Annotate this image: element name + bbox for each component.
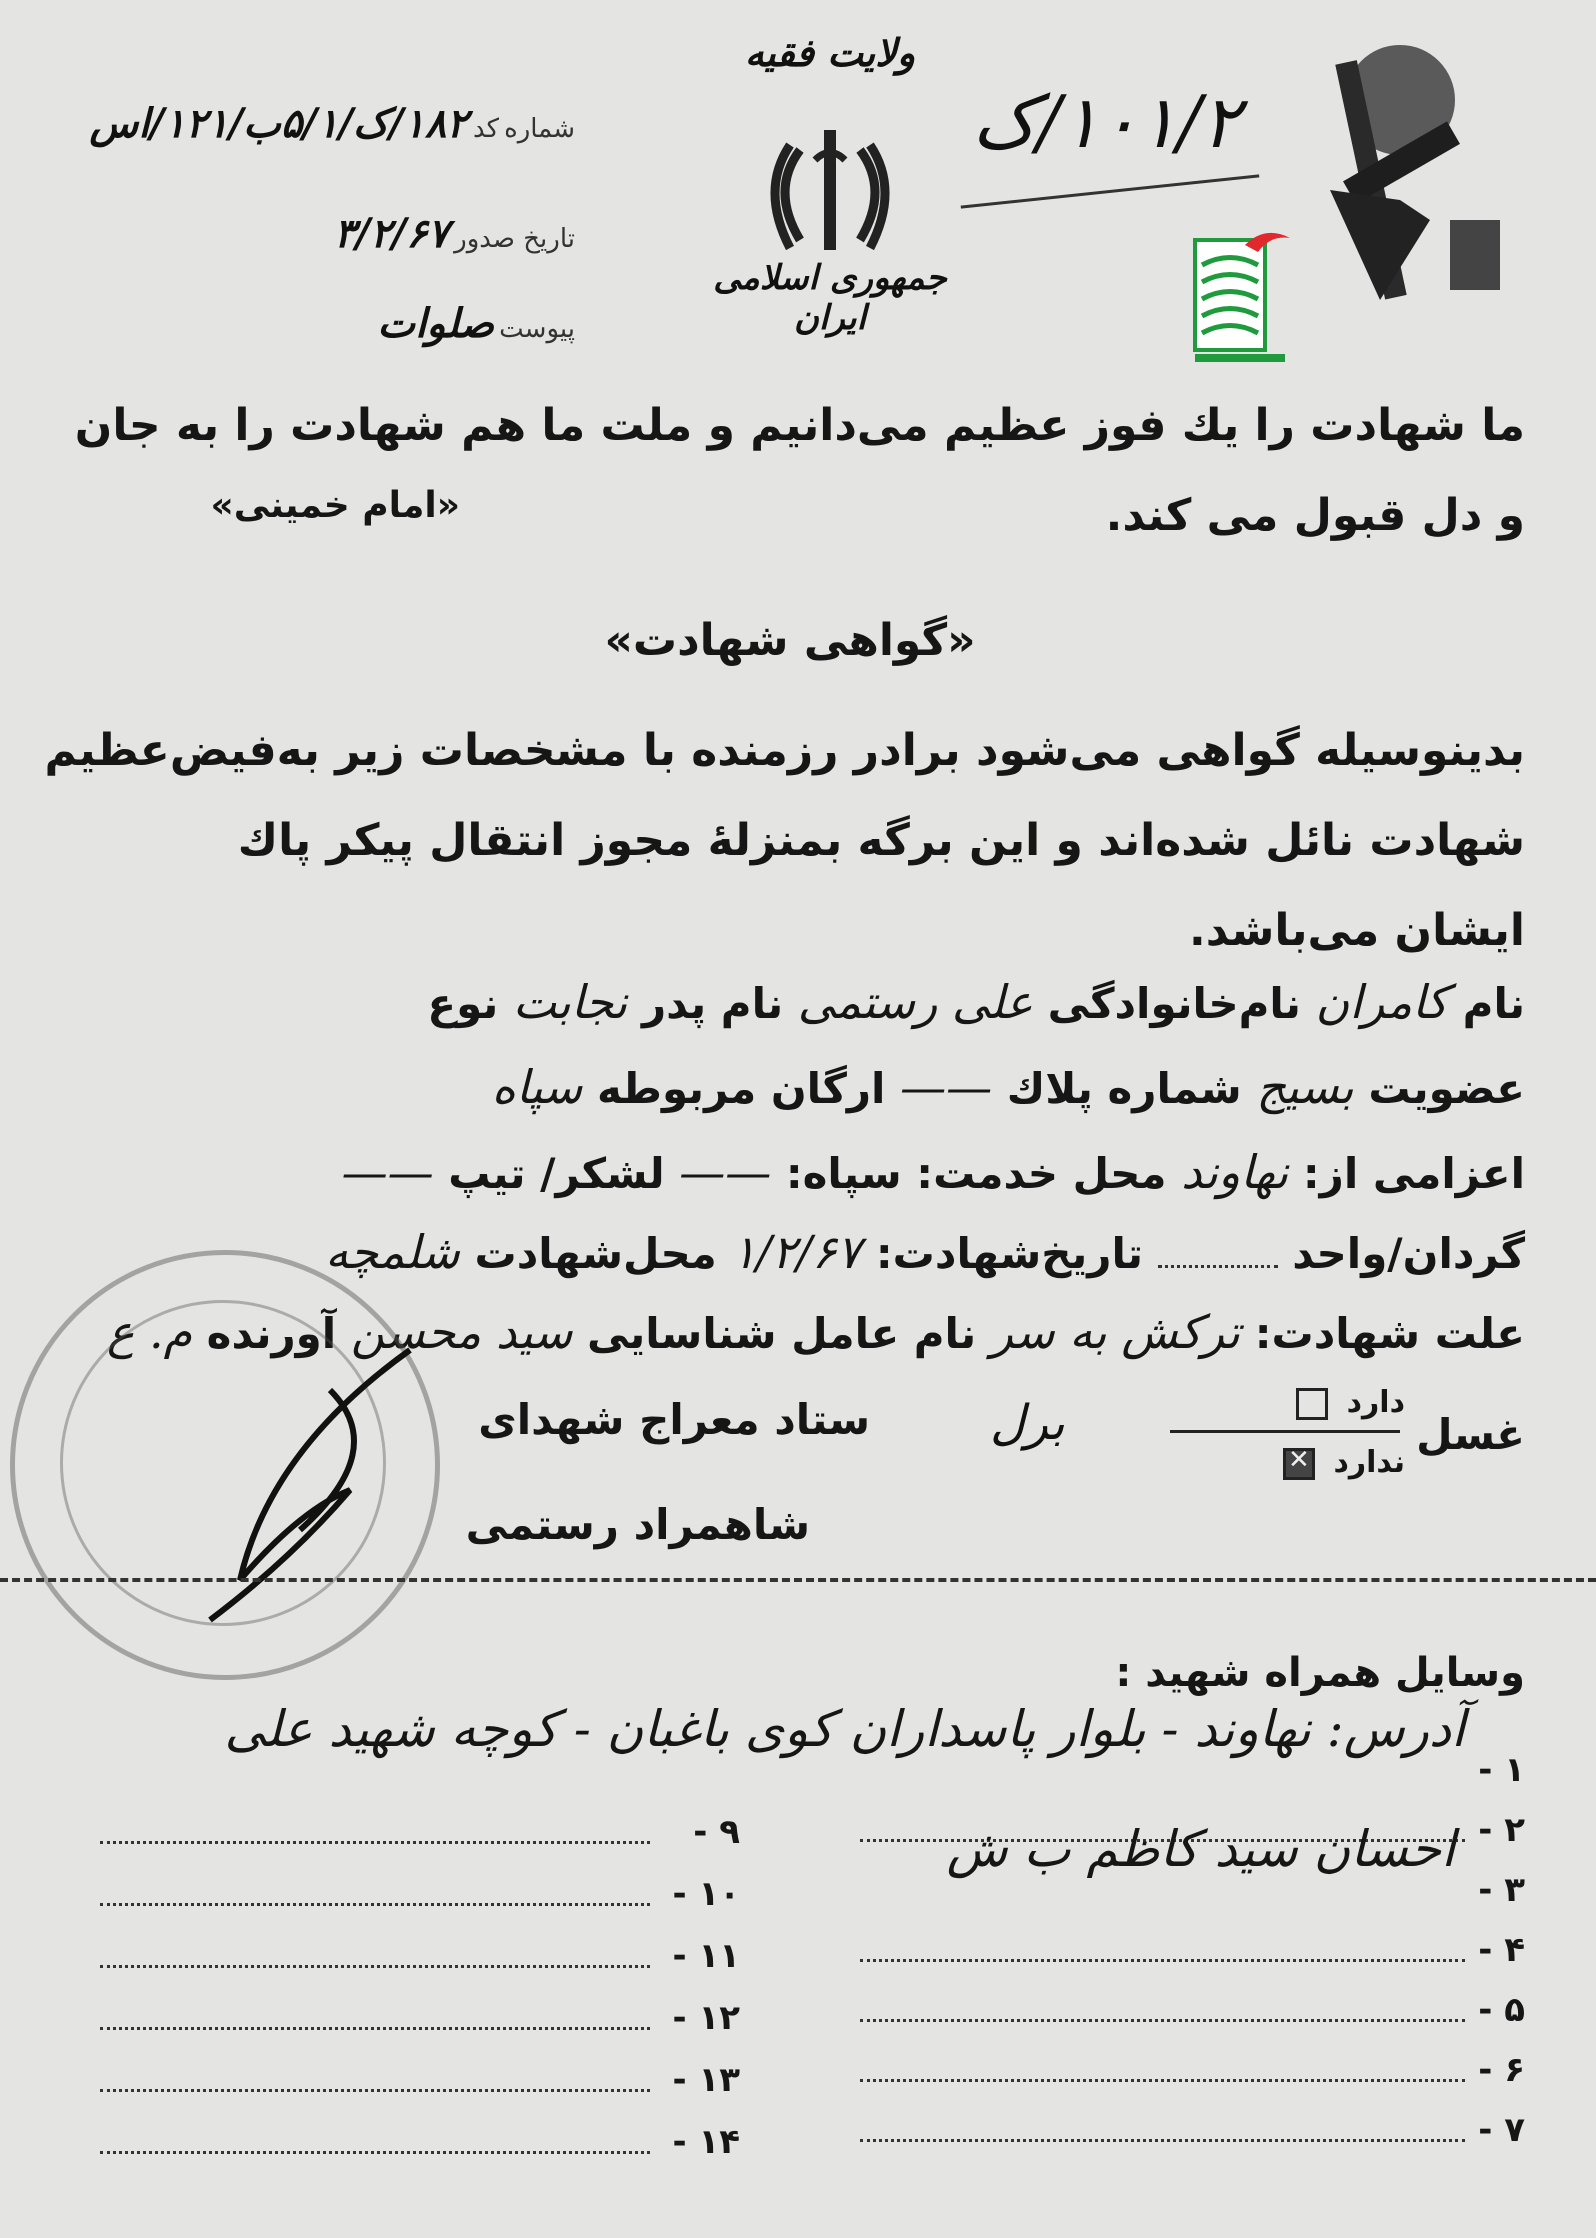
- tear-line: [0, 1578, 1596, 1582]
- father-value: نجابت: [512, 975, 628, 1029]
- intro-line-3: ایشان می‌باشد.: [1189, 905, 1525, 956]
- item-number: ۵ -: [1478, 1990, 1525, 2030]
- item-dotted-line: [100, 1955, 650, 1968]
- item-dotted-line: [860, 2069, 1465, 2082]
- slogan: ولایت فقیه: [744, 30, 916, 75]
- battalion-label: گردان/واحد: [1292, 1229, 1525, 1278]
- item-number: ۱۴ -: [672, 2122, 740, 2162]
- division-label: لشکر/ تیپ: [448, 1149, 665, 1198]
- item-dotted-line: [100, 2017, 650, 2030]
- list-item: [860, 1820, 1525, 1910]
- number-label: شماره: [504, 114, 575, 144]
- irgc-emblem-icon: [1300, 20, 1510, 310]
- family-value: علی رستمی: [797, 975, 1033, 1029]
- items-left-column: [100, 1790, 740, 2162]
- archive-logo-icon: [1190, 220, 1300, 370]
- ghusl-has-row: [1170, 1385, 1405, 1420]
- form-row-dispatch: [140, 1145, 1525, 1199]
- ghusl-label: غسل: [1416, 1410, 1525, 1459]
- item-number: ۱۱ -: [672, 1936, 740, 1976]
- martyrdom-date-value: ۱/۲/۶۷: [731, 1225, 862, 1279]
- org-label: ارگان مربوطه: [596, 1064, 886, 1113]
- name-label: نام: [1462, 979, 1525, 1028]
- item-number: ۱۲ -: [672, 1998, 740, 2038]
- code-label: کد: [472, 114, 499, 144]
- item-number: ۶ -: [1478, 2050, 1525, 2090]
- reference-underline: [961, 174, 1260, 208]
- list-item: [100, 1914, 740, 1976]
- item-number: ۴ -: [1478, 1930, 1525, 1970]
- ghusl-has-label: دارد: [1346, 1385, 1405, 1420]
- item-dotted-line: [100, 2141, 650, 2154]
- number-value: ۱۸۲/ک/۵/۱ب/۱۲۱/اس: [89, 100, 468, 147]
- item-dotted-line: [100, 1831, 650, 1844]
- reference-number: ۱۰۱/۲/ک: [972, 80, 1240, 164]
- tag-label: شماره پلاك: [1006, 1064, 1242, 1113]
- service-label: محل خدمت: سپاه:: [785, 1149, 1167, 1198]
- item-dotted-line: [860, 1949, 1465, 1962]
- battalion-dotted-line: [1158, 1265, 1278, 1268]
- father-label: نام پدر: [641, 979, 784, 1028]
- quote-attribution: «امام خمینی»: [210, 485, 460, 526]
- iran-emblem-icon: [760, 120, 900, 260]
- stamp-line-2: شاهمراد رستمی: [465, 1500, 810, 1549]
- list-item: [860, 2090, 1525, 2150]
- membership-value: بسیج: [1256, 1060, 1354, 1114]
- item-number: ۱۰ -: [672, 1874, 740, 1914]
- bringer-value: م. ع: [106, 1305, 193, 1359]
- org-value: سپاه: [491, 1060, 583, 1114]
- form-row-membership: [140, 1060, 1525, 1114]
- quote-line-1: ما شهادت را یك فوز عظیم می‌دانیم و ملت ما هم شهادت را به جان: [74, 400, 1525, 451]
- dispatch-label: اعزامی از:: [1302, 1149, 1525, 1198]
- list-item: [100, 1852, 740, 1914]
- form-row-name: [140, 975, 1525, 1029]
- identifier-label: نام عامل شناسایی: [587, 1309, 977, 1358]
- emblem-caption: جمهوری اسلامی ایران: [713, 258, 947, 338]
- issue-date-label: تاریخ صدور: [454, 224, 575, 254]
- list-item: [100, 2100, 740, 2162]
- page-title: «گواهی شهادت»: [604, 615, 976, 666]
- list-item: [100, 1790, 740, 1852]
- attachment-row: [240, 300, 575, 347]
- item-number: ۱ -: [1478, 1750, 1525, 1790]
- list-item: [100, 1976, 740, 2038]
- item-dotted-line: [860, 2009, 1465, 2022]
- item-number: ۹ -: [693, 1812, 740, 1852]
- item-dotted-line: [100, 2079, 650, 2092]
- list-item: [100, 2038, 740, 2100]
- item-number: ۲ -: [1478, 1810, 1525, 1850]
- cause-value: ترکش به سر: [990, 1305, 1241, 1359]
- item-number: ۱۳ -: [672, 2060, 740, 2100]
- list-item: [224, 1700, 1525, 1790]
- membership-type-label: نوع: [427, 979, 499, 1028]
- cause-label: علت شهادت:: [1254, 1309, 1525, 1358]
- issue-date-value: ۳/۲/۶۷: [333, 210, 450, 257]
- items-title: وسایل همراه شهید :: [1115, 1650, 1525, 1696]
- family-label: نام‌خانوادگی: [1047, 979, 1301, 1028]
- ghusl-has-not-row: [1170, 1445, 1405, 1480]
- item-number: ۷ -: [1478, 2110, 1525, 2150]
- item-dotted-line: [100, 1893, 650, 1906]
- intro-line-1: بدینوسیله گواهی می‌شود برادر رزمنده با مشخصات زیر به‌فیض‌عظیم: [44, 725, 1525, 776]
- list-item: [860, 1970, 1525, 2030]
- ghusl-has-checkbox[interactable]: [1296, 1388, 1328, 1420]
- quote-line-2: و دل قبول می کند.: [1105, 490, 1525, 541]
- bringer-label: آورنده: [206, 1309, 337, 1358]
- identifier-value: سید محسن: [350, 1305, 573, 1359]
- item-number: ۳ -: [1478, 1870, 1525, 1910]
- number-row: [20, 100, 575, 147]
- martyrdom-date-label: تاریخ‌شهادت:: [875, 1229, 1144, 1278]
- stamp-line-1: ستاد معراج شهدای: [478, 1395, 870, 1444]
- martyrdom-place-label: محل‌شهادت: [474, 1229, 717, 1278]
- item-value: آدرس: نهاوند - بلوار پاسداران کوی باغبان - کوچه شهید علی: [224, 1700, 1465, 1758]
- date-row: [140, 210, 575, 257]
- service-value: ——: [679, 1145, 772, 1199]
- name-value: کامران: [1315, 975, 1449, 1029]
- division-value: ——: [341, 1145, 434, 1199]
- item-dotted-line: [860, 2129, 1465, 2142]
- ghusl-note: برل: [990, 1395, 1065, 1451]
- ghusl-divider: [1170, 1430, 1400, 1433]
- attachment-value: صلوات: [377, 300, 495, 347]
- dispatch-value: نهاوند: [1181, 1145, 1289, 1199]
- list-item: [860, 2030, 1525, 2090]
- ghusl-has-not-checkbox[interactable]: [1283, 1448, 1315, 1480]
- signature: [150, 1330, 470, 1630]
- membership-label: عضویت: [1368, 1064, 1525, 1113]
- tag-value: ——: [900, 1060, 993, 1114]
- attachment-label: پیوست: [499, 314, 575, 344]
- intro-line-2: شهادت نائل شده‌اند و این برگه بمنزلهٔ مجوز انتقال پیکر پاك: [237, 815, 1525, 866]
- martyrdom-place-value: شلمچه: [325, 1225, 460, 1279]
- ghusl-has-not-label: ندارد: [1333, 1445, 1405, 1480]
- item-value: احسان سید کاظم ب ش: [946, 1820, 1455, 1878]
- list-item: [860, 1910, 1525, 1970]
